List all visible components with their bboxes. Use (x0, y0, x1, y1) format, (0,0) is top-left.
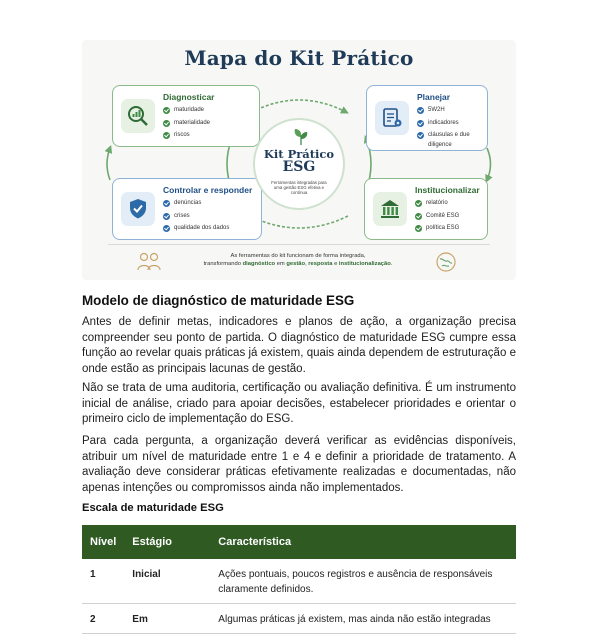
table-header-row (82, 525, 516, 559)
institution-icon (373, 192, 407, 226)
center-title: Kit Prático ESG (263, 147, 335, 175)
figure-footer-caption: As ferramentas do kit funcionam de forma integrada, transformando diagnóstico em gestão, resposta e institucionalização. (203, 253, 393, 267)
check-icon (163, 200, 170, 207)
list-item: denúncias (163, 199, 229, 209)
list-item: riscos (163, 131, 210, 141)
leaf-icon (293, 128, 309, 146)
cell-estagio: Inicial (124, 559, 210, 604)
check-icon (163, 120, 170, 127)
card-planejar (366, 85, 488, 151)
column-header-nivel: Nível (82, 525, 124, 559)
card-planejar-title: Planejar (417, 92, 451, 102)
check-icon (417, 132, 424, 139)
card-institucionalizar-title: Institucionalizar (415, 185, 480, 195)
list-item: política ESG (415, 224, 459, 234)
table-row (82, 559, 516, 604)
check-icon (163, 107, 170, 114)
check-icon (417, 107, 424, 114)
maturity-scale-table (82, 525, 516, 634)
divider (108, 244, 490, 245)
list-item: Comitê ESG (415, 212, 459, 222)
table-row (82, 604, 516, 634)
paragraph-2: Não se trata de uma auditoria, certificação ou avaliação definitiva. É um instrumento inicial de análise, criado para apoiar decisões, estabelecer prioridades e orientar o primeiro ciclo de implementação do ESG. (82, 382, 516, 425)
cell-nivel: 1 (82, 559, 124, 604)
card-controlar-responder (112, 178, 262, 240)
paragraph-1: Antes de definir metas, indicadores e planos de ação, a organização precisa compreender seu ponto de partida. O diagnóstico de maturidade ESG cumpre essa função ao revelar quais práticas já existem, quais ainda dependem de estruturação e onde estão as principais lacunas de gestão. (82, 316, 516, 375)
kit-center-badge (253, 118, 345, 210)
check-icon (163, 213, 170, 220)
check-icon (163, 225, 170, 232)
cell-estagio: Em (124, 604, 210, 634)
kit-map-figure (82, 40, 516, 280)
center-subtitle: Ferramentas integradas para uma gestão ESG efetiva e contínua (271, 180, 327, 196)
paragraph-3: Para cada pergunta, a organização deverá verificar as evidências disponíveis, atribuir um nível de maturidade entre 1 e 4 e definir a prioridade de tratamento. A avaliação deve considerar práticas efetivamente realizadas e documentadas, não apenas intenções ou compromissos ainda não implementados. (82, 435, 516, 494)
list-item: cláusulas e due diligence (417, 131, 477, 150)
shield-check-icon (121, 192, 155, 226)
card-diagnosticar (112, 85, 260, 147)
card-diagnosticar-title: Diagnosticar (163, 92, 215, 102)
list-item: crises (163, 212, 229, 222)
list-item: qualidade dos dados (163, 224, 229, 234)
cell-caracteristica: Algumas práticas já existem, mas ainda não estão integradas (210, 604, 516, 634)
cell-caracteristica: Ações pontuais, poucos registros e ausência de responsáveis claramente definidos. (210, 559, 516, 604)
check-icon (415, 225, 422, 232)
check-icon (415, 200, 422, 207)
list-item: 5W2H (417, 106, 477, 116)
list-item: maturidade (163, 106, 210, 116)
people-icon (136, 250, 162, 272)
card-institucionalizar (364, 178, 488, 240)
checklist-gear-icon (375, 101, 409, 135)
list-item: relatório (415, 199, 459, 209)
cell-nivel: 2 (82, 604, 124, 634)
table-heading: Escala de maturidade ESG (82, 502, 224, 514)
section-heading: Modelo de diagnóstico de maturidade ESG (82, 293, 355, 308)
column-header-caracteristica: Característica (210, 525, 516, 559)
list-item: indicadores (417, 119, 477, 129)
check-icon (415, 213, 422, 220)
check-icon (417, 120, 424, 127)
card-controlar-title: Controlar e responder (163, 185, 253, 195)
globe-icon (434, 250, 458, 274)
figure-title: Mapa do Kit Prático (184, 46, 414, 70)
check-icon (163, 132, 170, 139)
list-item: materialidade (163, 119, 210, 129)
column-header-estagio: Estágio (124, 525, 210, 559)
magnifier-chart-icon (121, 99, 155, 133)
